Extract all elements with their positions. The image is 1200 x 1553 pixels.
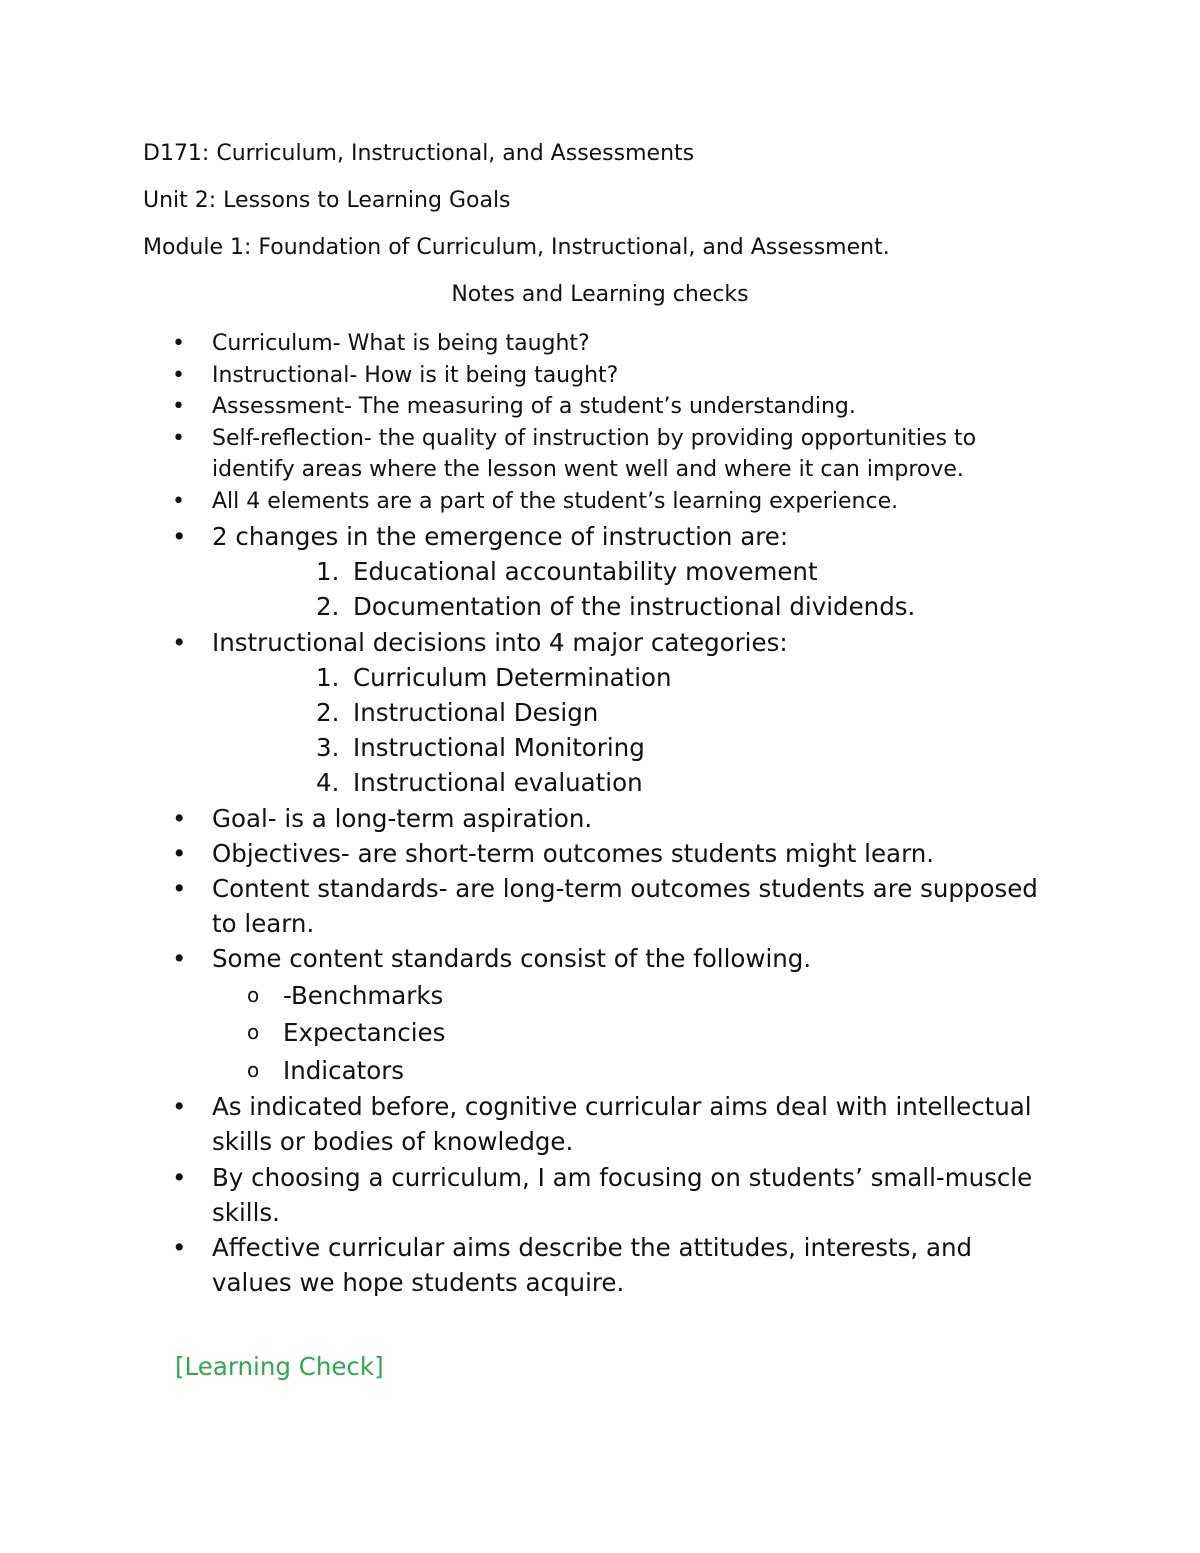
notes-list-small xyxy=(0,328,1200,517)
numbered-item xyxy=(0,695,1200,730)
list-item xyxy=(0,801,1042,836)
numbered-item-text: Instructional evaluation xyxy=(353,768,643,798)
list-item xyxy=(0,423,1042,486)
sub-list-item xyxy=(0,1052,1200,1090)
item-number: 1. xyxy=(316,662,340,692)
bullet-icon: • xyxy=(172,1232,187,1262)
list-item-text: Curriculum- What is being taught? xyxy=(212,331,590,356)
numbered-item xyxy=(0,730,1200,765)
unit-title: Unit 2: Lessons to Learning Goals xyxy=(143,188,511,213)
list-item xyxy=(0,486,1042,518)
list-item xyxy=(0,519,1042,554)
sub-list-item-text: -Benchmarks xyxy=(283,980,444,1010)
circle-bullet-icon: o xyxy=(247,1057,260,1082)
list-item xyxy=(0,1089,1042,1159)
bullet-icon: • xyxy=(172,627,187,657)
item-number: 2. xyxy=(316,698,340,728)
sub-list-item xyxy=(0,977,1200,1015)
list-item-text: 2 changes in the emergence of instruction are: xyxy=(212,522,789,551)
list-item-text: As indicated before, cognitive curricular aims deal with intellectual skills or bodies of knowledge. xyxy=(212,1092,1032,1157)
learning-check-link[interactable]: [Learning Check] xyxy=(175,1352,384,1381)
circle-bullet-icon: o xyxy=(247,1020,260,1045)
list-item-text: Objectives- are short-term outcomes students might learn. xyxy=(212,838,935,868)
list-item xyxy=(0,1230,1042,1300)
sub-list-item xyxy=(0,1014,1200,1052)
list-item xyxy=(0,328,1042,360)
bullet-icon: • xyxy=(172,522,187,551)
bullet-icon: • xyxy=(172,488,185,514)
list-item-text: Affective curricular aims describe the attitudes, interests, and values we hope students acquire. xyxy=(212,1232,973,1298)
bullet-icon: • xyxy=(172,1092,187,1122)
bullet-icon: • xyxy=(172,362,185,388)
bullet-icon: • xyxy=(172,1162,187,1192)
list-item xyxy=(0,836,1042,871)
list-item-text: All 4 elements are a part of the student’s learning experience. xyxy=(212,488,899,514)
bullet-icon: • xyxy=(172,838,187,868)
bullet-icon: • xyxy=(172,425,185,451)
numbered-item-text: Documentation of the instructional dividends. xyxy=(353,592,916,622)
notes-list-large xyxy=(0,519,1200,1300)
list-item xyxy=(0,625,1042,660)
bullet-icon: • xyxy=(172,394,185,419)
numbered-item xyxy=(0,765,1200,800)
module-title: Module 1: Foundation of Curriculum, Instructional, and Assessment. xyxy=(143,235,890,260)
list-item xyxy=(0,1160,1042,1230)
list-item-text: Content standards- are long-term outcomes students are supposed to learn. xyxy=(212,874,1038,939)
list-item-text: By choosing a curriculum, I am focusing on students’ small-muscle skills. xyxy=(212,1162,1033,1227)
numbered-item-text: Instructional Monitoring xyxy=(353,733,645,763)
list-item-text: Goal- is a long-term aspiration. xyxy=(212,803,593,833)
bullet-icon: • xyxy=(172,803,187,833)
list-item-text: Assessment- The measuring of a student’s understanding. xyxy=(212,394,856,419)
numbered-item-text: Curriculum Determination xyxy=(353,662,672,692)
numbered-item xyxy=(0,554,1200,589)
list-item-text: Some content standards consist of the following. xyxy=(212,944,812,974)
notes-subtitle: Notes and Learning checks xyxy=(451,282,749,307)
item-number: 3. xyxy=(316,733,340,763)
course-title: D171: Curriculum, Instructional, and Assessments xyxy=(143,141,695,166)
sub-list-item-text: Expectancies xyxy=(283,1018,446,1048)
circle-bullet-icon: o xyxy=(247,982,260,1007)
bullet-icon: • xyxy=(172,331,185,356)
list-item xyxy=(0,360,1042,392)
bullet-icon: • xyxy=(172,874,187,904)
numbered-item xyxy=(0,589,1200,624)
list-item xyxy=(0,391,1042,423)
sub-list-item-text: Indicators xyxy=(283,1055,405,1085)
item-number: 4. xyxy=(316,768,340,798)
bullet-icon: • xyxy=(172,944,187,974)
list-item xyxy=(0,871,1042,941)
list-item xyxy=(0,941,1042,976)
numbered-item-text: Educational accountability movement xyxy=(353,557,818,587)
numbered-item-text: Instructional Design xyxy=(353,698,599,728)
numbered-item xyxy=(0,660,1200,695)
list-item-text: Self-reflection- the quality of instruction by providing opportunities to identify areas where the lesson went well and where it can improve. xyxy=(212,425,977,482)
list-item-text: Instructional decisions into 4 major categories: xyxy=(212,627,788,657)
list-item-text: Instructional- How is it being taught? xyxy=(212,362,619,388)
item-number: 1. xyxy=(316,557,340,587)
item-number: 2. xyxy=(316,592,340,622)
